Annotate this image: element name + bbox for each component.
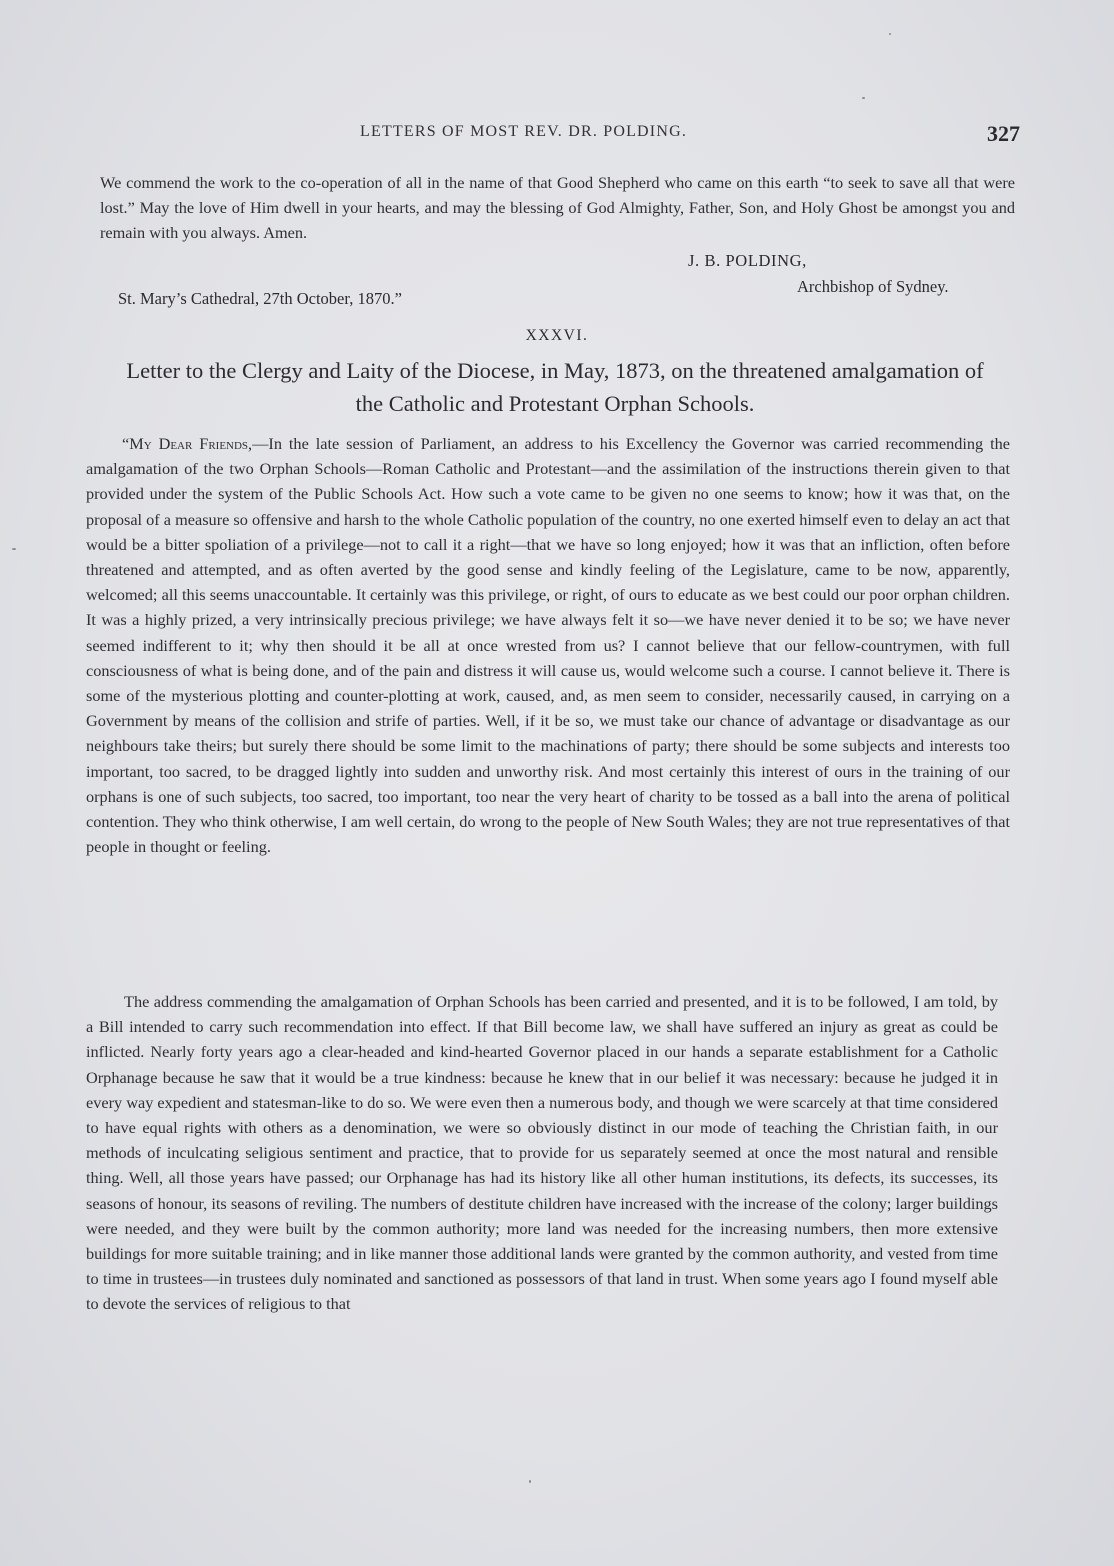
signature-title: Archbishop of Sydney. <box>797 277 949 296</box>
signature-name: J. B. POLDING, <box>688 251 807 270</box>
dateline: St. Mary’s Cathedral, 27th October, 1870.” <box>118 289 402 308</box>
letter-paragraph-2: The address commending the amalgamation of Orphan Schools has been carried and presented, and it is to be followed, I am told, by a Bill intended to carry such recommendation into effect. If that Bill become law, we shall have suffered an injury as great as could be inflicted. Nearly forty years ago a clear-headed and kind-hearted Governor placed in our hands a separate establishment for a Catholic Orphanage because he saw that it would be a true kindness: because he knew that in our belief it was necessary: because he judged it in every way expedient and statesman-like to do so. We were even then a numerous body, and though we were scarcely at that time considered to have equal rights with others as a denomination, we were so obviously distinct in our mode of teaching the Christian faith, in our methods of inculcating seligious sentiment and practice, that to provide for us separately seemed at once the most natural and rensible thing. Well, all those years have passed; our Orphanage has had its history like all other human institutions, its defects, its successes, its seasons of honour, its seasons of reviling. The numbers of destitute children have increased with the increase of the colony; larger buildings were needed, and they were built by the common authority; more land was needed for the increasing numbers, then more extensive buildings for more suitable training; and in like manner those additional lands were granted by the common authority, and vested from time to time in trustees—in trustees duly nominated and sanctioned as possessors of that land in trust. When some years ago I found myself able to devote the services of religious to that <box>86 992 998 1314</box>
paper-speck <box>889 33 891 35</box>
letter-paragraph-1-text: —In the late session of Parliament, an address to his Excellency the Governor was carried recommending the amalgamation of the two Orphan Schools—Roman Catholic and Protestant—and the assimilation of the instructions therein given to that provided under the system of the Public Schools Act. How such a vote came to be given no one seems to know; how it was that, on the proposal of a measure so offensive and harsh to the whole Catholic population of the country, no one exerted himself even to delay an act that would be a bitter spoliation of a privilege—not to call it a right—that we have so long enjoyed; how it was that an infliction, often before threatened and attempted, and as often averted by the good sense and kindly feeling of the Legislature, came to be now, apparently, welcomed; all this seems unaccountable. It certainly was this privilege, or right, of ours to educate as we best could our poor orphan children. It was a highly prized, a very intrinsically precious privilege; we have always felt it so—we have never denied it to be so; we have never seemed indifferent to it; why then should it be all at once wrested from us? I cannot believe that our fellow-countrymen, with full consciousness of what is being done, and of the pain and distress it will cause us, would welcome such a course. I cannot believe it. There is some of the mysterious plotting and counter-plotting at work, caused, and, as men seem to consider, necessarily caused, in carrying on a Government by means of the collision and strife of parties. Well, if it be so, we must take our chance of advantage or disadvantage as our neighbours take theirs; but surely there should be some limit to the machinations of party; there should be some subjects and interests too important, too sacred, to be dragged lightly into sudden and unworthy risk. And most certainly this interest of ours in the training of our orphans is one of such subjects, too sacred, too important, too near the very heart of charity to be tossed as a ball into the arena of political contention. They who think otherwise, I am well certain, do wrong to the people of New South Wales; they are not true representatives of that people in thought or feeling. <box>86 434 1010 857</box>
salutation: “My Dear Friends, <box>122 434 253 453</box>
paper-speck <box>12 548 16 550</box>
letter-paragraph-1 <box>86 431 1010 859</box>
paper-speck <box>862 97 865 99</box>
section-number: XXXVI. <box>525 327 589 344</box>
page-number: 327 <box>987 121 1020 146</box>
running-title: LETTERS OF MOST REV. DR. POLDING. <box>360 123 688 140</box>
paper-speck <box>529 1480 531 1483</box>
section-heading: Letter to the Clergy and Laity of the Diocese, in May, 1873, on the threatened amalgamation of the Catholic and Protestant Orphan Schools. <box>126 358 984 416</box>
running-head <box>100 121 1020 151</box>
closing-paragraph: We commend the work to the co-operation of all in the name of that Good Shepherd who came on this earth “to seek to save all that were lost.” May the love of Him dwell in your hearts, and may the blessing of God Almighty, Father, Son, and Holy Ghost be amongst you and remain with you always. Amen. <box>100 173 1015 243</box>
